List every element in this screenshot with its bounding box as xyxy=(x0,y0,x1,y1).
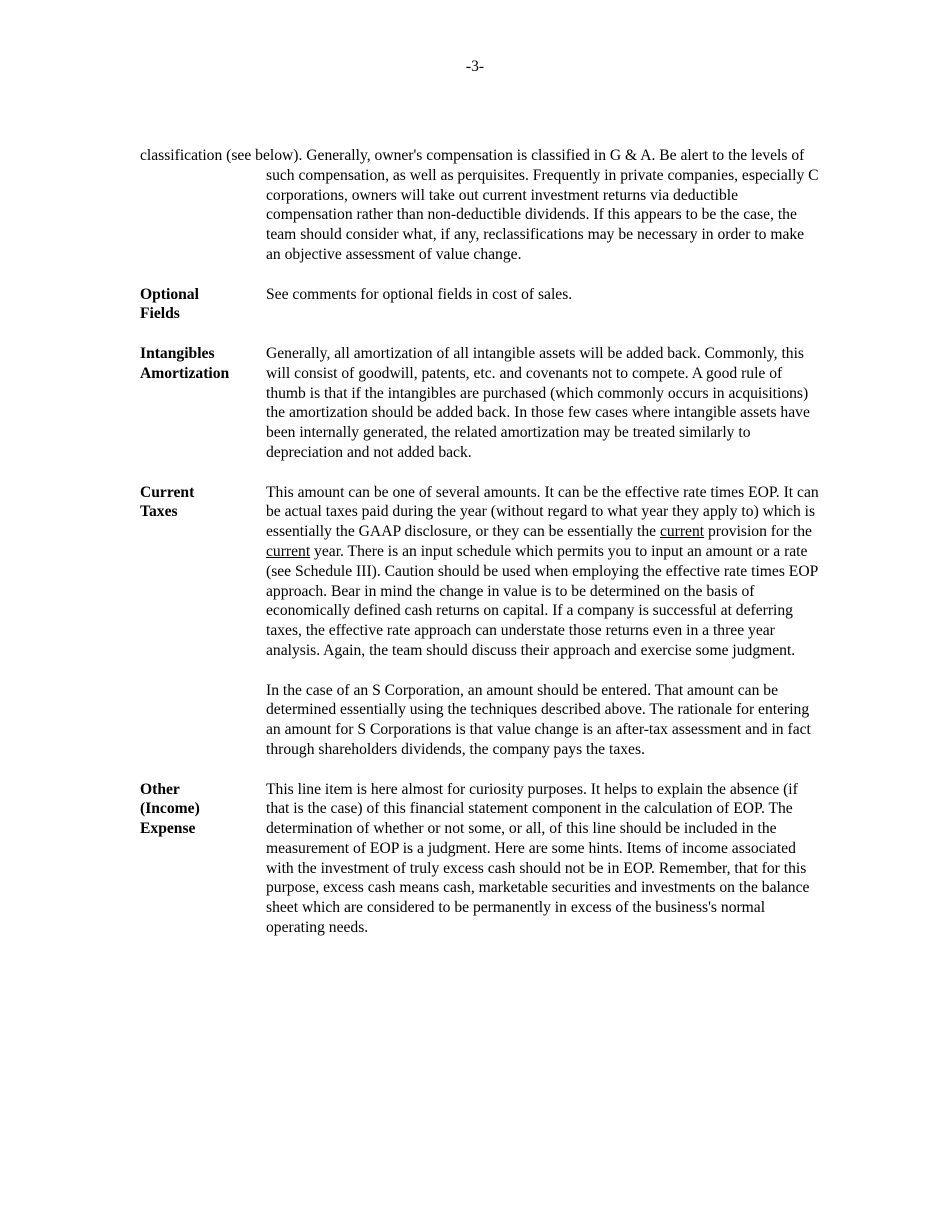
desc-paragraph xyxy=(266,483,820,661)
term-line: Optional xyxy=(140,285,199,303)
term-line: (Income) xyxy=(140,800,200,818)
text-run: year. There is an input schedule which permits you to input an amount or a rate (see Schedule III). Caution should be used when employing the effective rate times EOP approach. Bear in mind the change in value is to be determined on the basis of economically defined cash returns on capital. If a company is successful at deferring taxes, the effective rate approach can understate those returns even in a three year analysis. Again, the team should discuss their approach and exercise some judgment. xyxy=(266,542,818,659)
term-line: Fields xyxy=(140,305,180,323)
term-other-income-expense xyxy=(140,780,266,938)
entry-intangibles-amortization xyxy=(140,344,820,463)
term-line: Current xyxy=(140,483,195,501)
term-optional-fields xyxy=(140,285,266,325)
term-line: Expense xyxy=(140,820,196,838)
desc-paragraph: In the case of an S Corporation, an amount should be entered. That amount can be determined essentially using the techniques described above. The rationale for entering an amount for S Corporations is that value change is an after-tax assessment and in fact through shareholders dividends, the company pays the taxes. xyxy=(266,681,811,758)
page-number: -3- xyxy=(465,58,485,75)
entry-optional-fields xyxy=(140,285,820,325)
text-run: This amount can be one of several amounts. It can be the effective rate times EOP. It can be actual taxes paid during the year (without regard to what year they apply to) which is essentially the GAAP disclosure, or they can be essentially the xyxy=(266,483,819,541)
document-body xyxy=(140,146,820,958)
term-intangibles-amortization xyxy=(140,344,266,463)
term-line: Other xyxy=(140,780,180,798)
term-line: Amortization xyxy=(140,364,230,382)
term-line: Intangibles xyxy=(140,344,215,362)
text-run: provision for the xyxy=(704,523,812,541)
desc-other-income-expense xyxy=(266,780,820,938)
desc-paragraph: See comments for optional fields in cost of sales. xyxy=(266,285,573,303)
desc-current-taxes xyxy=(266,483,820,760)
term-line: Taxes xyxy=(140,503,178,521)
desc-optional-fields xyxy=(266,285,820,325)
underlined-word-current: current xyxy=(266,542,311,560)
lead-paragraph: classification (see below). Generally, owner's compensation is classified in G & A. Be alert to the levels of such compensation, as well as perquisites. Frequently in private companies, especially C corporations, owners will take out current investment returns via deductible compensation rather than non-deductible dividends. If this appears to be the case, the team should consider what, if any, reclassifications may be necessary in order to make an objective assessment of value change. xyxy=(140,147,819,263)
underlined-word-current: current xyxy=(659,523,705,541)
term-current-taxes xyxy=(140,483,266,760)
desc-intangibles-amortization xyxy=(266,344,820,463)
entry-other-income-expense xyxy=(140,780,820,938)
entry-current-taxes xyxy=(140,483,820,760)
desc-paragraph: Generally, all amortization of all intangible assets will be added back. Commonly, this will consist of goodwill, patents, etc. and covenants not to compete. A good rule of thumb is that if the intangibles are purchased (which commonly occurs in acquisitions) the amortization should be added back. In those few cases where intangible assets have been internally generated, the related amortization may be treated similarly to depreciation and not added back. xyxy=(266,344,810,461)
desc-paragraph: This line item is here almost for curiosity purposes. It helps to explain the absence (if that is the case) of this financial statement component in the calculation of EOP. The determination of whether or not some, or all, of this line should be included in the measurement of EOP is a judgment. Here are some hints. Items of income associated with the investment of truly excess cash should not be in EOP. Remember, that for this purpose, excess cash means cash, marketable securities and investments on the balance sheet which are considered to be permanently in excess of the business's normal operating needs. xyxy=(266,780,810,937)
